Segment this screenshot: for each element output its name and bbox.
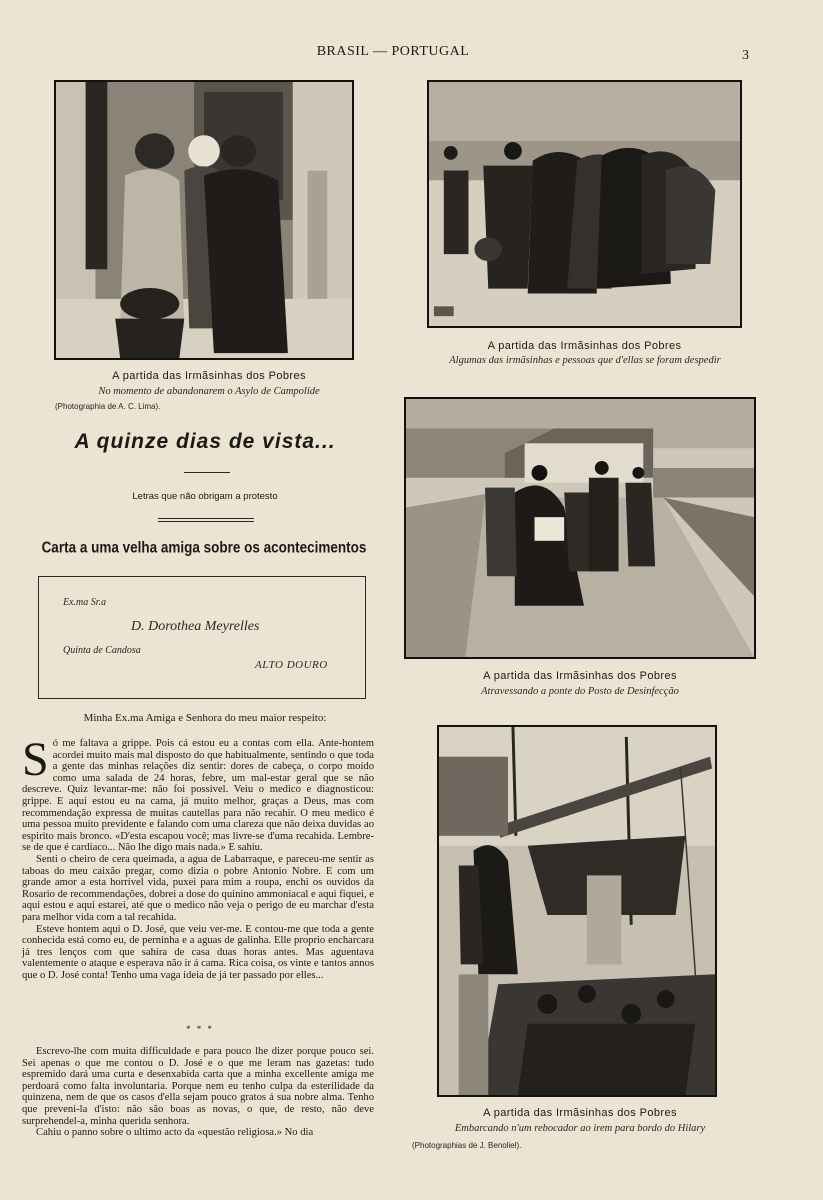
- section-asterism: * * *: [186, 1024, 214, 1034]
- photo-tugboat-boarding: [437, 725, 717, 1097]
- photo-farewell-group-image: [429, 82, 740, 326]
- photo-2-caption-subtitle: Algumas das irmãsinhas e pessoas que d'ellas se foram despedir: [449, 355, 721, 366]
- photo-4-caption-title: A partida das Irmãsinhas dos Pobres: [483, 1107, 677, 1119]
- section-heading: Carta a uma velha amiga sobre os acontecimentos: [41, 538, 367, 557]
- subtitle-rule-top: [158, 518, 254, 519]
- photo-asylum-departure: [54, 80, 354, 360]
- letter-address-box: [38, 576, 366, 699]
- photo-tugboat-boarding-image: [439, 727, 715, 1095]
- paragraph-5: Cahiu o panno sobre o ultimo acto da «questão religiosa.» No dia: [36, 1127, 314, 1139]
- title-rule: [184, 472, 230, 473]
- letter-quinta: Quinta de Candosa: [63, 645, 141, 656]
- photo-farewell-group: [427, 80, 742, 328]
- subtitle-rule-bottom: [158, 521, 254, 522]
- photo-1-caption-title: A partida das Irmãsinhas dos Pobres: [112, 370, 306, 382]
- letter-greeting: Minha Ex.ma Amiga e Senhora do meu maior respeito:: [83, 712, 327, 724]
- running-title: BRASIL — PORTUGAL: [316, 44, 470, 59]
- paragraph-2: Senti o cheiro de cera queimada, a agua de Labarraque, e pareceu-me sentir as taboas do meu caixão pregar, como dizia o pobre Antonio Nobre. E com um grande amor a esta horrivel vida, puxei para mim a roupa, enchi os ouvidos da Rosario de recommendações, dobrei a dose do quinino ammoniacal e aqui fiquei, e aqui estou e aqui estarei, até que o medico não veja o perigo de eu marchar d'esta para melhor vida com a tal recahida.: [22, 853, 374, 923]
- article-subtitle: Letras que não obrigam a protesto: [132, 491, 278, 502]
- paragraph-1-text: ó me faltava a grippe. Pois cá estou eu a contas com ella. Ante-hontem acordei muito mais mal disposto do que habitualmente, sentindo o que toda a gente das minhas relações diz sentir: dores de cabeça, o corpo moído como uma salada de 24 horas, febre, um mal-estar geral que se não descreve. Quiz levantar-me: não foi possivel. Veiu o medico e diagnosticou: grippe. E aqui estou eu na cama, já muito melhor, graças a Deus, mas com recommendação expressa de muitas cautellas para não recahir. O meu medico é uma pessoa muito previdente e falando com uma clareza que não deixa duvidas ao espirito mais bronco. «D'esta escapou você; mas livre-se d'uma recahida. Lembre-se de que é cardiaco... Não lhe digo mais nada.» E sahiu.: [22, 738, 374, 854]
- photo-4-caption-subtitle: Embarcando n'um rebocador ao irem para bordo do Hilary: [454, 1123, 706, 1134]
- drop-cap: S: [22, 733, 49, 786]
- article-body-part-1: [22, 733, 374, 981]
- photo-4-credit: (Photographias de J. Benoliel).: [412, 1141, 522, 1150]
- photo-3-caption-title: A partida das Irmãsinhas dos Pobres: [483, 670, 677, 682]
- photo-bridge-crossing-image: [406, 399, 754, 657]
- paragraph-1: [22, 733, 374, 854]
- photo-2-caption-title: A partida das Irmãsinhas dos Pobres: [487, 340, 682, 352]
- photo-asylum-departure-image: [56, 82, 352, 358]
- article-body-part-2: [22, 1046, 374, 1139]
- photo-3-caption-subtitle: Atravessando a ponte do Posto de Desinfecção: [481, 686, 679, 697]
- letter-recipient-name: D. Dorothea Meyrelles: [131, 619, 260, 634]
- photo-1-credit: (Photographia de A. C. Lima).: [55, 402, 161, 411]
- paragraph-3: Esteve hontem aqui o D. José, que veiu ver-me. E contou-me que toda a gente conhecida está como eu, de perninha e a aguas de galinha. Elle proprio encharcara já tres lenços com que sahíra de casa duas horas antes. Mas aguentava valentemente o ataque e esperava não ir á cama. Rica coisa, os vinte e tantos annos que o D. José conta! Tenho uma vaga ideia de já ter passado por elles...: [22, 923, 374, 981]
- page-header: [0, 44, 823, 64]
- page-number: 3: [742, 48, 749, 63]
- photo-bridge-crossing: [404, 397, 756, 659]
- paragraph-4: Escrevo-lhe com muita difficuldade e para pouco lhe dizer porque pouco sei. Sei apenas o que me contou o D. José e o que me leram nas gazetas: tudo espremido dará uma curta e desenxabida carta que a minha excellente amiga me perdoará como falta involuntaria. Porque nem eu tenho culpa da esterilidade da quinzena, nem de que os casos d'ella sejam pouco gratos á sua nobre alma. Tenho que preveni-la d'isto: não são boas as novas, o que, de resto, não deve surprehendel-a, minha querida senhora.: [22, 1046, 374, 1127]
- article-title: A quinze dias de vista...: [74, 430, 336, 453]
- photo-1-caption-subtitle: No momento de abandonarem o Asylo de Campolide: [98, 386, 320, 397]
- letter-place: ALTO DOURO: [255, 659, 328, 671]
- letter-salutation: Ex.ma Sr.a: [63, 597, 107, 608]
